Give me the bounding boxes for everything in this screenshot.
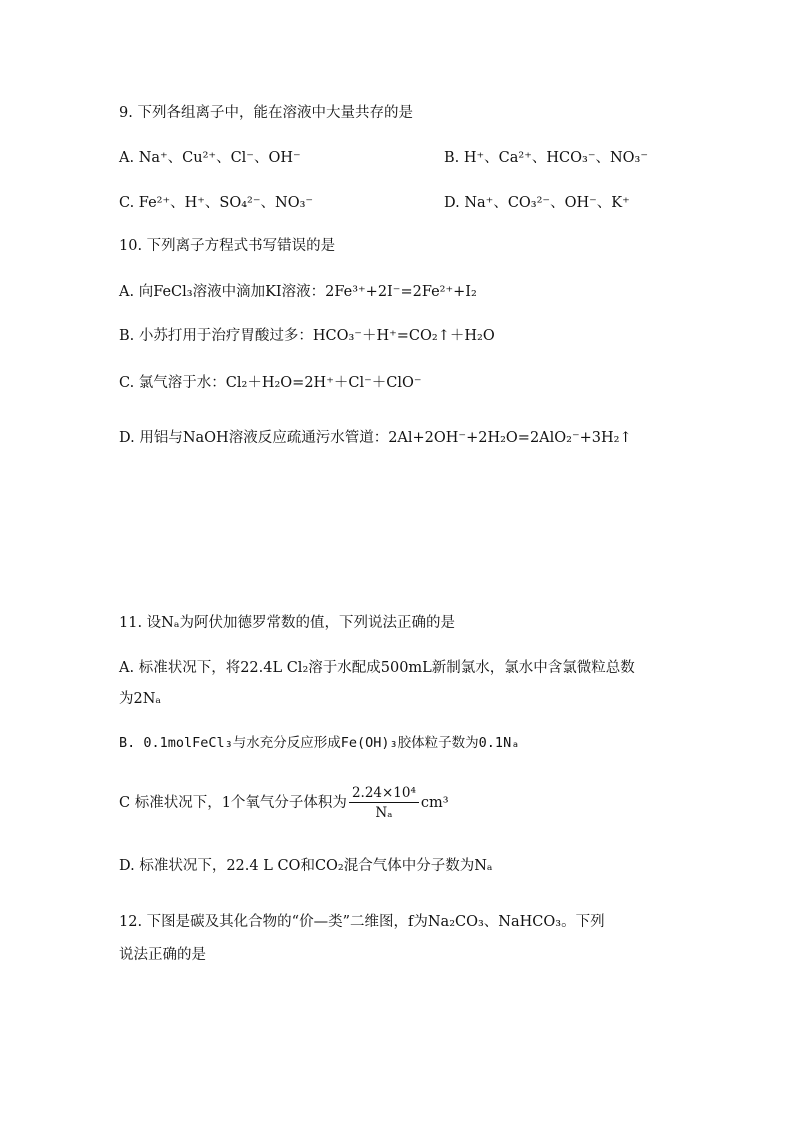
q11-option-a-line2: 为2Nₐ — [119, 691, 162, 707]
q10-option-d: D. 用铝与NaOH溶液反应疏通污水管道：2Al+2OH⁻+2H₂O=2AlO₂⁻+3H₂↑ — [119, 430, 632, 446]
fraction-numerator: 2.24×10⁴ — [349, 785, 419, 803]
q9-option-d: D. Na⁺、CO₃²⁻、OH⁻、K⁺ — [444, 195, 630, 211]
volume-fraction — [349, 785, 419, 821]
q10-option-b: B. 小苏打用于治疗胃酸过多：HCO₃⁻＋H⁺=CO₂↑＋H₂O — [119, 328, 495, 344]
q9-option-c: C. Fe²⁺、H⁺、SO₄²⁻、NO₃⁻ — [119, 195, 314, 211]
q12-stem-line1: 12. 下图是碳及其化合物的“价—类”二维图，f为Na₂CO₃、NaHCO₃。下列 — [119, 914, 605, 930]
q10-stem: 10. 下列离子方程式书写错误的是 — [119, 238, 336, 254]
q11-stem: 11. 设Nₐ为阿伏加德罗常数的值，下列说法正确的是 — [119, 615, 455, 631]
q9-option-a: A. Na⁺、Cu²⁺、Cl⁻、OH⁻ — [119, 150, 301, 166]
q11-option-b: B. 0.1molFeCl₃与水充分反应形成Fe(OH)₃胶体粒子数为0.1Nₐ — [119, 735, 520, 751]
fraction-denominator: Nₐ — [375, 805, 393, 821]
q9-stem: 9. 下列各组离子中，能在溶液中大量共存的是 — [119, 105, 413, 121]
q10-option-a: A. 向FeCl₃溶液中滴加KI溶液：2Fe³⁺+2I⁻=2Fe²⁺+I₂ — [119, 284, 477, 300]
q12-stem-line2: 说法正确的是 — [119, 947, 206, 963]
q11-option-a-line1: A. 标准状况下，将22.4L Cl₂溶于水配成500mL新制氯水，氯水中含氯微粒总数 — [119, 660, 635, 676]
q11-option-d: D. 标准状况下，22.4 L CO和CO₂混合气体中分子数为Nₐ — [119, 858, 493, 874]
q11-option-c-unit: cm³ — [420, 795, 449, 811]
q10-option-c: C. 氯气溶于水：Cl₂＋H₂O=2H⁺＋Cl⁻＋ClO⁻ — [119, 375, 422, 391]
q11-option-c-prefix: C 标准状况下，1个氧气分子体积为 — [119, 795, 347, 811]
q11-option-c — [119, 783, 449, 823]
q9-option-b: B. H⁺、Ca²⁺、HCO₃⁻、NO₃⁻ — [444, 150, 649, 166]
